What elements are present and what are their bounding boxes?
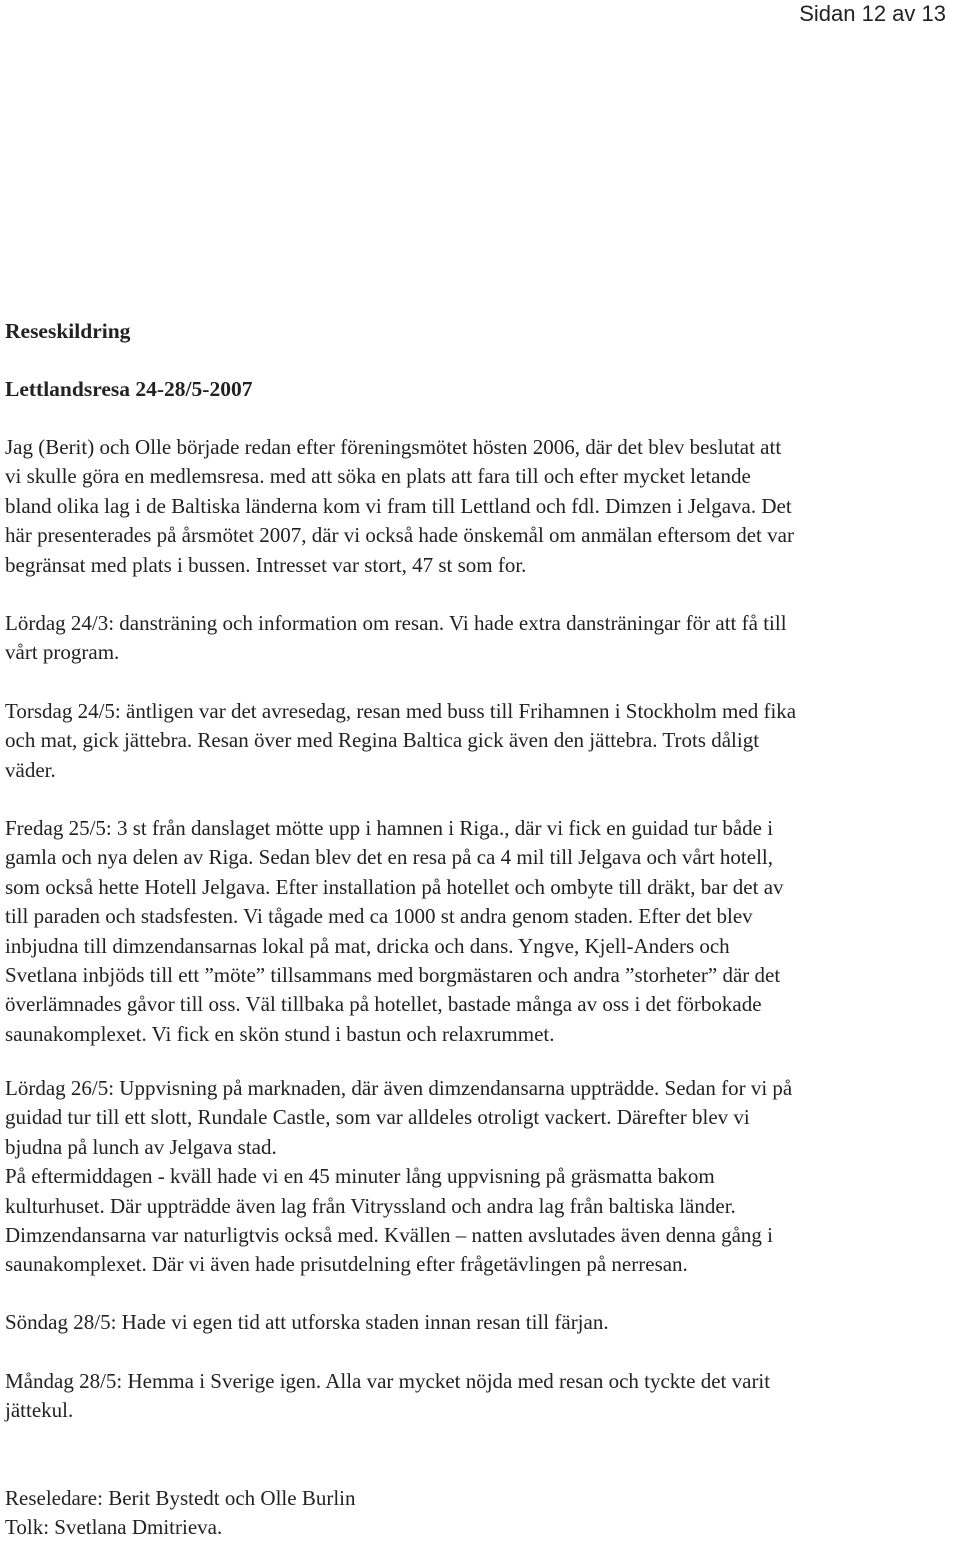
text-line: Söndag 28/5: Hade vi egen tid att utforska staden innan resan till färjan.	[5, 1310, 609, 1334]
text-line: vi skulle göra en medlemsresa. med att söka en plats att fara till och efter mycket letande	[5, 464, 751, 489]
text-line: Fredag 25/5: 3 st från danslaget mötte upp i hamnen i Riga., där vi fick en guidad tur både i	[5, 816, 774, 840]
text-line: Reseledare: Berit Bystedt och Olle Burlin	[5, 1486, 356, 1510]
text-line: bjudna på lunch av Jelgava stad.	[5, 1134, 277, 1159]
text-line: saunakomplexet. Vi fick en skön stund i bastun och relaxrummet.	[5, 1021, 555, 1046]
paragraph-torsdag-24-5	[5, 697, 960, 785]
text-line: Måndag 28/5: Hemma i Sverige igen. Alla var mycket nöjda med resan och tyckte det varit	[5, 1369, 771, 1393]
text-line: inbjudna till dimzendansarnas lokal på mat, dricka och dans. Yngve, Kjell-Anders och	[5, 933, 730, 958]
paragraph-sondag-28-5	[5, 1308, 960, 1337]
text-line: På eftermiddagen - kväll hade vi en 45 minuter lång uppvisning på gräsmatta bakom	[5, 1164, 715, 1189]
text-line: till paraden och stadsfesten. Vi tågade med ca 1000 st andra genom staden. Efter det blev	[5, 904, 753, 929]
text-line: bland olika lag i de Baltiska länderna kom vi fram till Lettland och fdl. Dimzen i Jelgava. Det	[5, 493, 792, 518]
text-line: väder.	[5, 757, 56, 782]
paragraph-fredag-25-5	[5, 814, 960, 1049]
text-line: guidad tur till ett slott, Rundale Castle, som var alldeles otroligt vackert. Därefter blev vi	[5, 1105, 750, 1130]
text-line: överlämnades gåvor till oss. Väl tillbaka på hotellet, bastade många av oss i det förbokade	[5, 992, 762, 1017]
document-title: Reseskildring	[5, 319, 131, 343]
page-number: Sidan 12 av 13	[799, 1, 946, 26]
text-line: och mat, gick jättebra. Resan över med Regina Baltica gick även den jättebra. Trots dåligt	[5, 728, 760, 753]
text-line: saunakomplexet. Där vi även hade prisutdelning efter frågetävlingen på nerresan.	[5, 1252, 688, 1277]
paragraph-lordag-26-5	[5, 1074, 960, 1280]
text-line: Tolk: Svetlana Dmitrieva.	[5, 1515, 223, 1540]
text-line: Dimzendansarna var naturligtvis också med. Kvällen – natten avslutades även denna gång i	[5, 1223, 773, 1248]
paragraph-intro	[5, 433, 960, 580]
text-line: Jag (Berit) och Olle började redan efter föreningsmötet hösten 2006, där det blev beslutat att	[5, 435, 782, 459]
text-line: Torsdag 24/5: äntligen var det avresedag, resan med buss till Frihamnen i Stockholm med fika	[5, 699, 797, 723]
text-line: här presenterades på årsmötet 2007, där vi också hade önskemål om anmälan eftersom det var	[5, 523, 794, 548]
document-subtitle: Lettlandsresa 24-28/5-2007	[5, 377, 253, 401]
paragraph-credits	[5, 1484, 960, 1543]
text-line: gamla och nya delen av Riga. Sedan blev det en resa på ca 4 mil till Jelgava och vårt hotell,	[5, 845, 773, 870]
text-line: Lördag 24/3: dansträning och information om resan. Vi hade extra dansträningar för att få till	[5, 611, 787, 635]
text-line: som också hette Hotell Jelgava. Efter installation på hotellet och ombyte till dräkt, bar det av	[5, 874, 784, 899]
paragraph-lordag-24-3	[5, 609, 960, 668]
text-line: kulturhuset. Där uppträdde även lag från Vitryssland och andra lag från baltiska länder.	[5, 1193, 736, 1218]
text-line: vårt program.	[5, 640, 120, 665]
text-line: begränsat med plats i bussen. Intresset var stort, 47 st som for.	[5, 552, 527, 577]
paragraph-mandag-28-5	[5, 1367, 960, 1426]
text-line: Lördag 26/5: Uppvisning på marknaden, där även dimzendansarna uppträdde. Sedan for vi på	[5, 1076, 793, 1100]
text-line: Svetlana inbjöds till ett ”möte” tillsammans med borgmästaren och andra ”storheter” där det	[5, 963, 781, 988]
text-line: jättekul.	[5, 1398, 74, 1423]
